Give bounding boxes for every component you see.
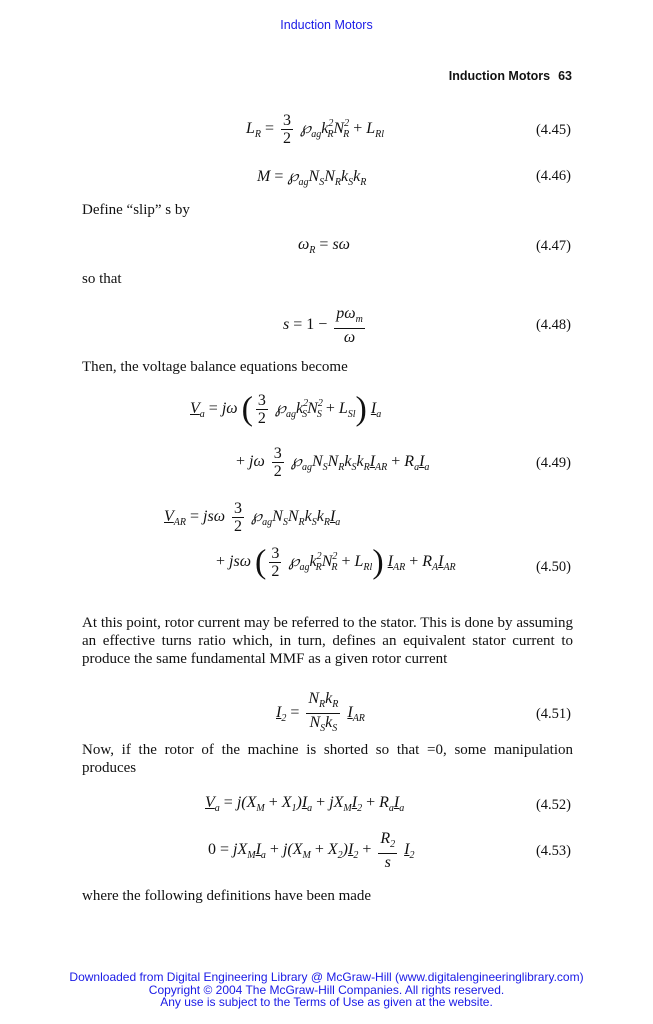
page-number: 63	[558, 69, 572, 83]
eq-number-4-51: (4.51)	[535, 706, 571, 722]
eq-number-4-47: (4.47)	[535, 238, 571, 254]
eq-number-4-52: (4.52)	[535, 797, 571, 813]
eq-number-4-49: (4.49)	[535, 455, 571, 471]
text-rotor-shorted: Now, if the rotor of the machine is shorted so that =0, some manipulation produces	[82, 742, 573, 776]
top-banner: Induction Motors	[280, 18, 373, 32]
eq-number-4-53: (4.53)	[535, 843, 571, 859]
equation-4-46: $M = ℘_{ag}N_SN_Rk_Sk_R$	[257, 168, 367, 188]
footer	[0, 971, 653, 1009]
eq-number-4-48: (4.48)	[535, 317, 571, 333]
text-definitions: where the following definitions have been made	[82, 888, 372, 904]
equation-4-52: $V_a = j(X_M + X_1)I_a + jX_MI_2 + R_aI_a$	[205, 794, 405, 814]
equation-4-50-line1: $V_{AR} = js\omega$ $\frac{3}{2}$ $℘_{ag}N_SN_Rk_Sk_RI_a$	[164, 500, 341, 535]
equation-4-51: $I_2$ = $\frac{N_Rk_R}{N_Sk_S}$ $I_{AR}$	[276, 690, 365, 734]
equation-4-50-line2: + jsω ( $\frac{3}{2}$ $℘_{ag}k^2_RN^2_R + L_{Rl}$) $I_{AR} + R_AI_{AR}$	[216, 543, 456, 581]
text-so-that: so that	[82, 271, 122, 287]
eq-number-4-45: (4.45)	[535, 122, 571, 138]
text-then-voltage: Then, the voltage balance equations become	[82, 359, 348, 375]
eq-number-4-46: (4.46)	[535, 168, 571, 184]
equation-4-47: $\omega_R = s\omega$	[298, 236, 350, 256]
equation-4-49-line2: + jω $\frac{3}{2}$ $℘_{ag}N_SN_Rk_Sk_RI_{AR} + R_aI_a$	[236, 445, 430, 480]
footer-download-link[interactable]: Downloaded from Digital Engineering Library @ McGraw-Hill (www.digitalengineeringlibrary.com)	[69, 970, 584, 984]
eq-number-4-50: (4.50)	[535, 559, 571, 575]
text-referred-to-stator: At this point, rotor current may be referred to the stator. This is done by assuming an effective turns ratio which, in turn, defines an equivalent stator current to produce the same fundamental MMF as a given rotor current	[82, 615, 573, 667]
text-define-slip: Define “slip” s by	[82, 202, 190, 218]
equation-4-49-line1: $V_a = j\omega$ ( $\frac{3}{2}$ $℘_{ag}k^2_SN^2_S + L_{Sl}$) $I_a$	[190, 390, 382, 428]
equation-4-53: $0 = jX_MI_a + j(X_M + X_2)I_2$ + $\frac{R_2}{s}$ $I_2$	[208, 830, 415, 871]
equation-4-48: s = 1 − $\frac{p\omega_m}{\omega}$	[283, 305, 363, 346]
running-head	[449, 69, 572, 83]
footer-terms: Any use is subject to the Terms of Use as given at the website.	[160, 995, 493, 1009]
running-title: Induction Motors	[448, 69, 551, 83]
equation-4-45: $L_R$ = $\frac{3}{2}$ $℘_{ag}k^2_RN^2_R + L_{Rl}$	[246, 112, 385, 147]
footer-copyright: Copyright © 2004 The McGraw-Hill Companies. All rights reserved.	[148, 982, 505, 997]
